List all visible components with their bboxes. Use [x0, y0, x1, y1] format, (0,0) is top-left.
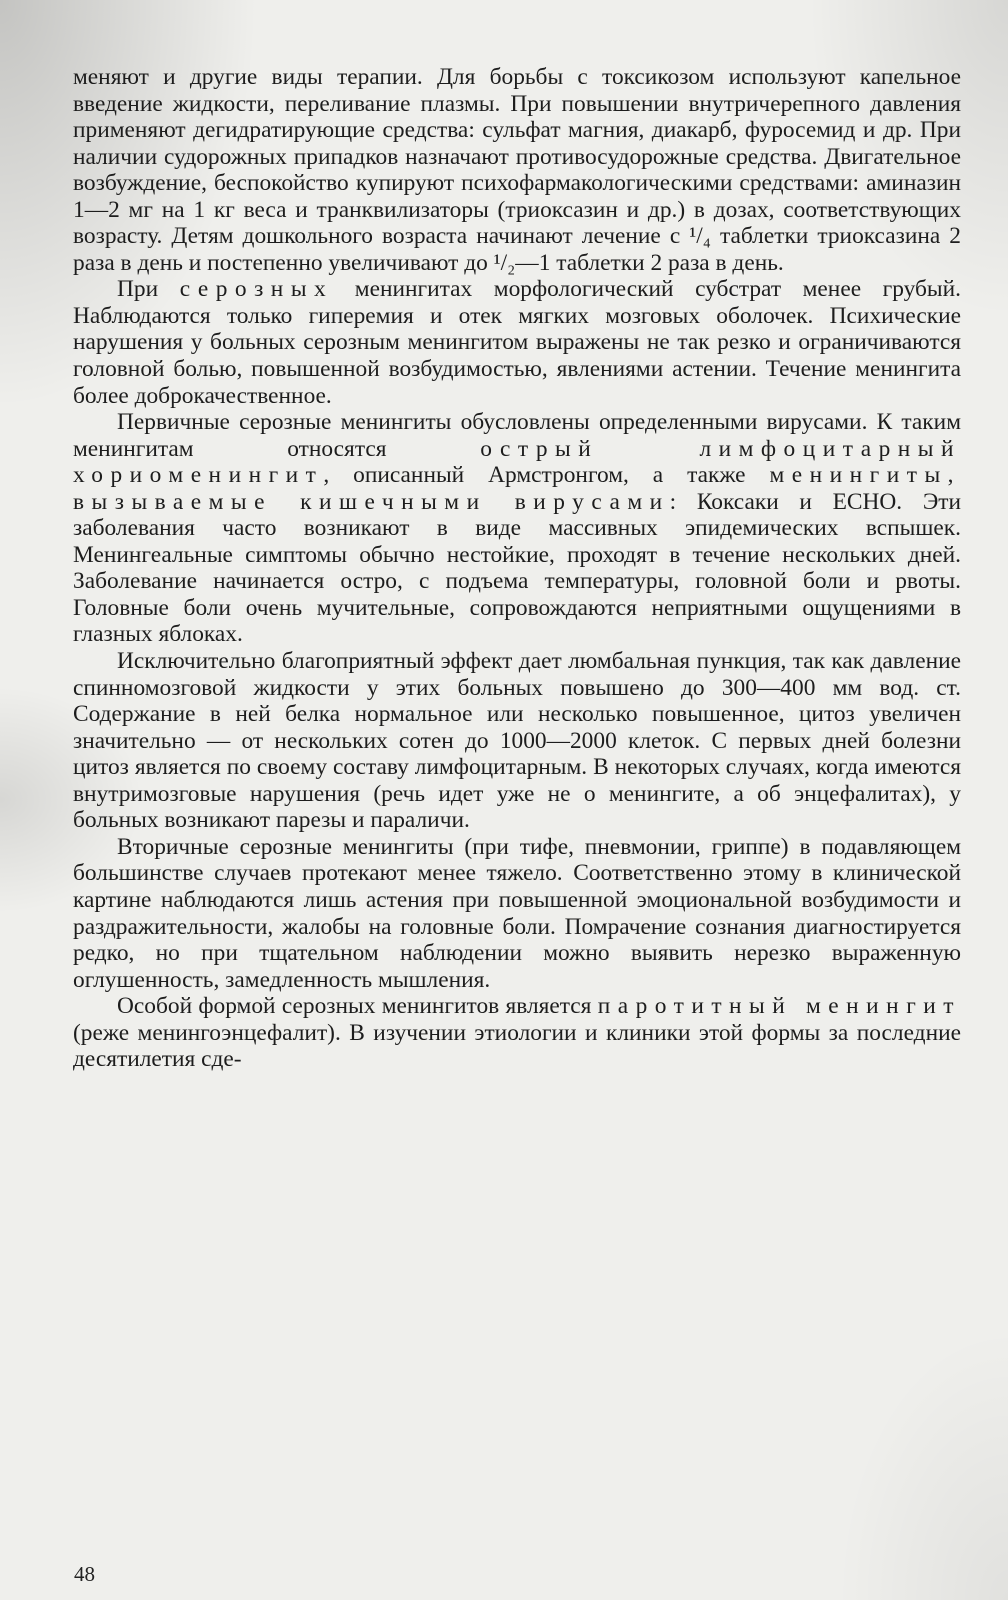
- spaced-emphasis-text: серозных: [179, 276, 334, 303]
- paragraph-text-segment: , описанный Армстронгом, а также: [323, 462, 770, 489]
- paragraph-lumbar-puncture: Исключительно благоприятный эффект дает люмбальная пункция, так как давление спинномозговой жидкости у этих больных повышено до 300—400 мм вод. ст. Содержание в ней белка нормальное или несколько повышенное, цитоз увеличен значительно — от нескольких сотен до 1000—2000 клеток. С первых дней болезни цитоз является по своему составу лимфоцитарным. В некоторых случаях, когда имеются внутримозговые нарушения (речь идет уже не о менингите, а об энцефалитах), у больных возникают парезы и параличи.: [73, 648, 961, 834]
- paragraph-serous-meningitis: [73, 276, 961, 409]
- paragraph-text-segment: : Коксаки и ЕСНО. Эти заболевания часто возникают в виде массивных эпидемических вспышек. Менингеальные симптомы обычно нестойкие, проходят в течение нескольких дней. Заболевание начинается остро, с подъема температуры, головной боли и рвоты. Головные боли очень мучительные, сопровождаются неприятными ощущениями в глазных яблоках.: [73, 488, 961, 648]
- paragraph-therapy: меняют и другие виды терапии. Для борьбы с токсикозом используют капельное введение жидкости, переливание плазмы. При повышении внутричерепного давления применяют дегидратирующие средства: сульфат магния, диакарб, фуросемид и др. При наличии судорожных припадков назначают противосудорожные средства. Двигательное возбуждение, беспокойство купируют психофармакологическими средствами: аминазин 1—2 мг на 1 кг веса и транквилизаторы (триоксазин и др.) в дозах, соответствующих возрасту. Детям дошкольного возраста начинают лечение с ¹/₄ таблетки триоксазина 2 раза в день и постепенно увеличивают до ¹/₂—1 таблетки 2 раза в день.: [73, 64, 961, 276]
- spaced-emphasis-text: острый лимфоцитарный хориоменингит: [73, 435, 962, 489]
- paragraph-text-segment: При: [117, 276, 180, 303]
- paragraph-text-segment: Первичные серозные менингиты обусловлены определенными вирусами. К таким менингитам относятся: [73, 409, 961, 462]
- paragraph-secondary-serous-meningitis: Вторичные серозные менингиты (при тифе, пневмонии, гриппе) в подавляющем большинстве случаев протекают менее тяжело. Соответственно этому в клинической картине наблюдаются лишь астения при повышенной эмоциональной возбудимости и раздражительности, жалобы на головные боли. Помрачение сознания диагностируется редко, но при тщательном наблюдении можно выявить нерезко выраженную оглушенность, замедленность мышления.: [73, 833, 961, 993]
- paragraph-text-segment: (реже менингоэнцефалит). В изучении этиологии и клиники этой формы за последние десятилетия сде-: [73, 1019, 961, 1073]
- paragraph-text-segment: Особой формой серозных менингитов является: [117, 993, 598, 1020]
- page-body-text: [73, 64, 961, 1073]
- paragraph-text-segment: менингитах морфологический субстрат менее грубый. Наблюдаются только гиперемия и отек мягких мозговых оболочек. Психические нарушения у больных серозным менингитом выражены не так резко и ограничиваются головной болью, повышенной возбудимостью, явлениями астении. Течение менингита более доброкачественное.: [73, 276, 962, 409]
- page-number: 48: [74, 1562, 95, 1586]
- spaced-emphasis-text: менингиты, вызываемые кишечными вирусами: [73, 462, 961, 515]
- paragraph-parotitic-meningitis: [73, 993, 961, 1073]
- paragraph-primary-serous-meningitis: [73, 409, 961, 648]
- spaced-emphasis-text: паротитный менингит: [597, 993, 961, 1020]
